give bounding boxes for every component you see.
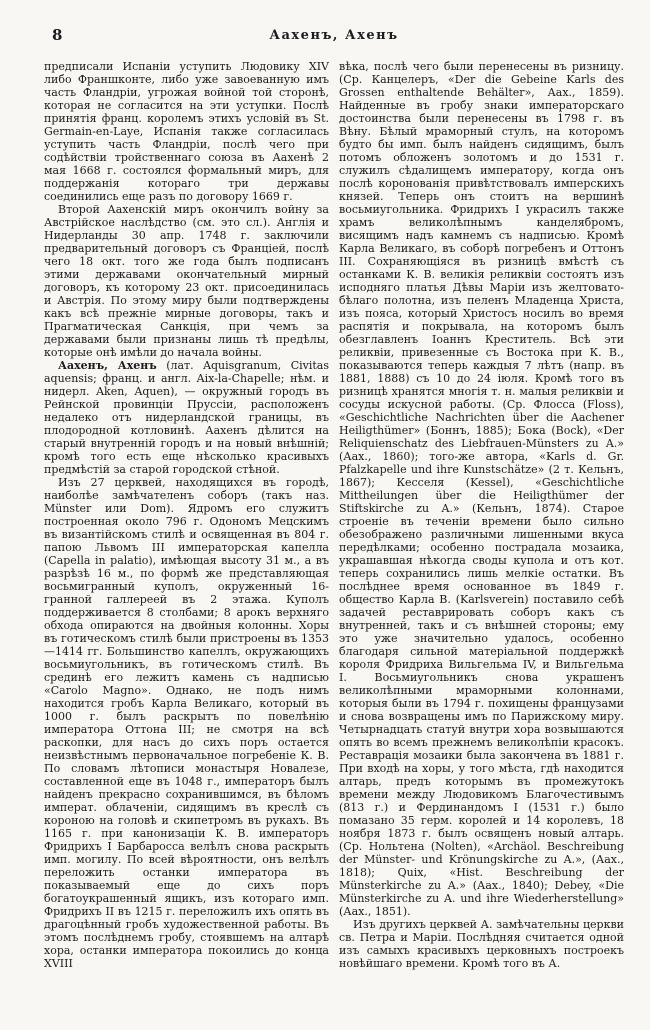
paragraph: Изъ другихъ церквей А. замѣчательны церкви св. Петра и Маріи. Послѣдняя считается одной изъ самыхъ красивыхъ церковныхъ построекъ новѣйшаго времени. Кромѣ того въ А. [339,918,624,970]
paragraph: Изъ 27 церквей, находящихся въ городѣ, наиболѣе замѣчателенъ соборъ (такъ наз. Münster или Dom). Ядромъ его служитъ построенная около 796 г. Одономъ Мецскимъ въ византійскомъ стилѣ и освященная въ 804 г. папою Львомъ III императорская капелла (Capella in palatio), имѣющая высоту 31 м., а въ разрѣзѣ 16 м., по формѣ же представляющая восьмигранный куполъ, окруженный 16-гранной галлереей въ 2 этажа. Куполъ поддерживается 8 столбами; 8 арокъ верхняго обхода опираются на двойныя колонны. Хоры въ готическомъ стилѣ были пристроены въ 1353—1414 гг. Большинство капеллъ, окружающихъ восьмиугольникъ, въ готическомъ стилѣ. Въ срединѣ его лежитъ камень съ надписью «Carolo Magno». Однако, не подъ нимъ находится гробъ Карла Великаго, который въ 1000 г. былъ раскрытъ по повелѣнію императора Оттона III; не смотря на всѣ раскопки, для насъ до сихъ поръ остается неизвѣстнымъ первоначальное погребеніе К. В. По словамъ лѣтописи монастыря Новалезе, составленной еще въ 1048 г., императоръ былъ найденъ прекрасно сохранившимся, въ бѣломъ императ. облаченіи, сидящимъ въ креслѣ съ короною на головѣ и скипетромъ въ рукахъ. Въ 1165 г. при канонизаціи К. В. императоръ Фридрихъ I Барбаросса велѣлъ снова раскрыть имп. могилу. По всей вѣроятности, онъ велѣлъ переложить останки императора въ показываемый еще до сихъ поръ богатоукрашенный ящикъ, изъ котораго имп. Фридрихъ II въ 1215 г. переложилъ ихъ опять въ драгоцѣнный гробъ художественной работы. Въ этомъ послѣднемъ гробу, стоявшемъ на алтарѣ хора, останки императора покоились до конца XVIII [44,476,329,970]
running-head [44,26,624,48]
paragraph: вѣка, послѣ чего были перенесены въ ризницу. (Ср. Канцелеръ, «Der die Gebeine Karls des Grossen enthaltende Behälter», Аах., 1859). Найденные въ гробу знаки императорскаго достоинства были перенесены въ 1798 г. въ Вѣну. Бѣлый мраморный стулъ, на которомъ будто бы имп. былъ найденъ сидящимъ, былъ потомъ обложенъ золотомъ и до 1531 г. служилъ сѣдалищемъ императору, когда онъ послѣ коронованія привѣтствовалъ имперскихъ князей. Теперь онъ стоитъ на вершинѣ восьмиугольника. Фридрихъ I украсилъ также храмъ великолѣпнымъ канделябромъ, висящимъ надъ камнемъ съ надписью. Кромѣ Карла Великаго, въ соборѣ погребенъ и Оттонъ III. Сохраняющіяся въ ризницѣ вмѣстѣ съ останками К. В. великія реликвіи состоятъ изъ исподняго платья Дѣвы Маріи изъ желтовато-бѣлаго полотна, изъ пеленъ Младенца Христа, изъ пояса, который Христосъ носилъ во время распятія и покрывала, на которомъ былъ обезглавленъ Іоаннъ Креститель. Всѣ эти реликвіи, привезенные съ Востока при К. В., показываются теперь каждыя 7 лѣтъ (напр. въ 1881, 1888) съ 10 до 24 іюля. Кромѣ того въ ризницѣ хранятся многія т. н. малыя реликвіи и сосуды искусной работы. (Ср. Флосса (Floss), «Geschichtliche Nachrichten über die Aachener Heiligthümer» (Боннъ, 1885); Бока (Bock), «Der Reliquienschatz des Liebfrauen-Münsters zu A.» (Аах., 1860); того-же автора, «Karls d. Gr. Pfalzkapelle und ihre Kunstschätze» (2 т. Кельнъ, 1867); Кесселя (Kessel), «Geschichtliche Mittheilungen über die Heiligthümer der Stiftskirche zu A.» (Кельнъ, 1874). Старое строеніе въ теченіи времени было сильно обезображено различными лишенными вкуса передѣлками; особенно пострадала мозаика, украшавшая нѣкогда своды купола и отъ кот. теперь сохранились лишь мелкіе остатки. Въ послѣднее время основанное въ 1849 г. общество Карла В. (Karlsverein) поставило себѣ задачей реставрировать соборъ какъ съ внутренней, такъ и съ внѣшней стороны; ему это уже значительно удалось, особенно благодаря сильной матеріальной поддержкѣ короля Фридриха Вильгельма IV, и Вильгельма I. Восьмиугольникъ снова украшенъ великолѣпными мраморными колоннами, которыя были въ 1794 г. похищены французами и снова возвращены имъ по Парижскому миру. Четырнадцать статуй внутри хора возвышаются опять во всемъ прежнемъ великолѣпіи красокъ. Реставрація мозаики была закончена въ 1881 г. При входѣ на хоры, у того мѣста, гдѣ находится алтарь, предъ которымъ въ промежутокъ времени между Людовикомъ Благочестивымъ (813 г.) и Фердинандомъ I (1531 г.) было помазано 35 герм. королей и 14 королевъ, 18 ноября 1873 г. былъ освященъ новый алтарь. (Ср. Нольтена (Nolten), «Archäol. Beschreibung der Münster- und Krönungskirche zu A.», (Аах., 1818); Quix, «Hist. Beschreibung der Münsterkirche zu A.» (Аах., 1840); Debey, «Die Münsterkirche zu A. und ihre Wiederherstellung» (Аах., 1851). [339,60,624,918]
running-title: Аахенъ, Ахенъ [269,28,399,43]
entry-body: (лат. Aquisgranum, Civitas aquensis; франц. и англ. Aix-la-Chapelle; нѣм. и нидерл. Aken, Aquen), — окружный городъ въ Рейнской провинціи Пруссіи, расположенъ недалеко отъ нидерландской границы, въ плодородной котловинѣ. Аахенъ дѣлится на старый внутренній городъ и на новый внѣшній; кромѣ того есть еще нѣсколько красивыхъ предмѣстій за старой городской стѣной. [44,359,329,476]
text-column-left [44,60,329,970]
entry-headword: Аахенъ, Ахенъ [58,359,157,372]
paragraph: Второй Аахенскій миръ окончилъ войну за Австрійское наслѣдство (см. это сл.). Англія и Нидерланды 30 апр. 1748 г. заключили предварительный договоръ съ Франціей, послѣ чего 18 окт. того же года былъ подписанъ этими державами окончательный мирный договоръ, къ которому 23 окт. присоединилась и Австрія. По этому миру были подтверждены какъ всѣ прежніе мирные договоры, такъ и Прагматическая Санкція, при чемъ за державами были признаны лишь тѣ предѣлы, которые онѣ имѣли до начала войны. [44,203,329,359]
page-number: 8 [52,26,63,44]
paragraph-entry [44,359,329,476]
text-column-right [339,60,624,970]
paragraph: предписали Испаніи уступить Людовику XIV либо Франшконте, либо уже завоеванную имъ часть Фландріи, угрожая войной той сторонѣ, которая не согласится на эти уступки. Послѣ принятія франц. королемъ этихъ условій въ St. Germain-en-Laye, Испанія также согласилась уступить часть Фландріи, послѣ чего при содѣйствіи тройственнаго союза въ Аахенѣ 2 мая 1668 г. состоялся формальный миръ, для поддержанія котораго три державы соединились еще разъ по договору 1669 г. [44,60,329,203]
text-columns [44,60,624,970]
